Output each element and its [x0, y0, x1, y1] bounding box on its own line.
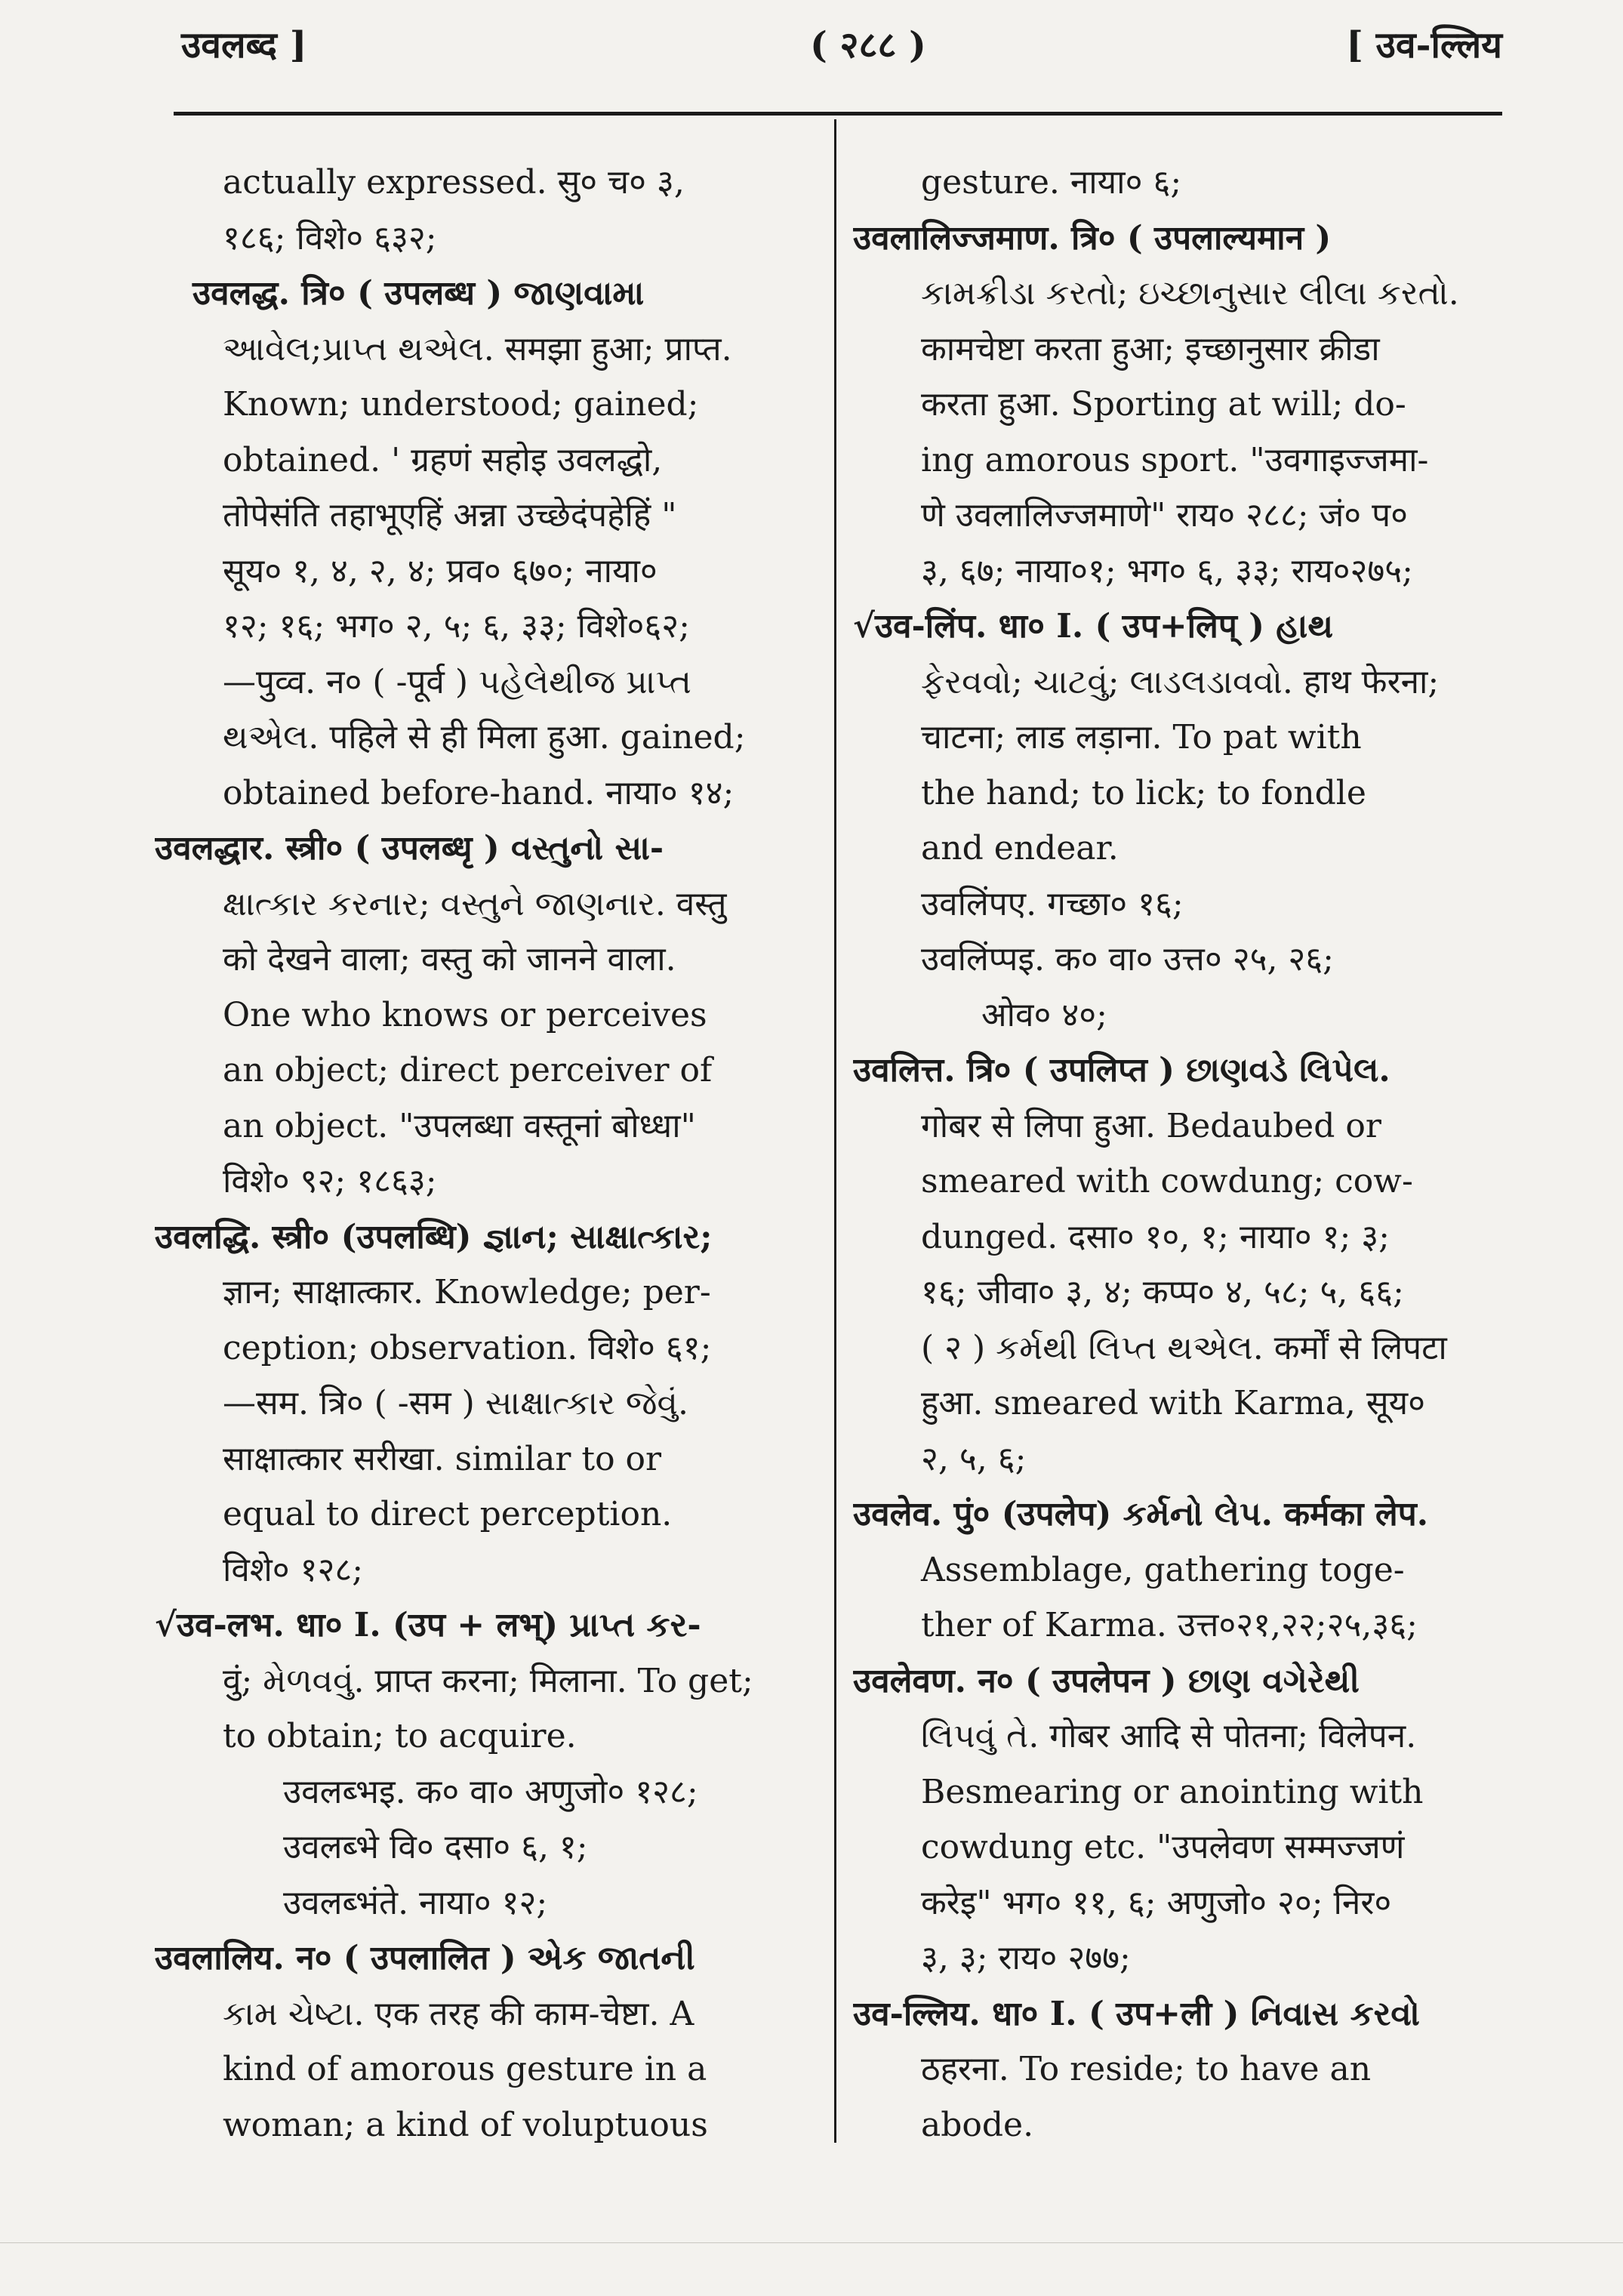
- dictionary-line: उवलालिज्जमाण. त्रि० ( उपलाल्यमान ): [853, 218, 1332, 257]
- dictionary-line: the hand; to lick; to fondle: [921, 773, 1366, 812]
- header-right-guide-word: [ उव-ल्लिय: [1346, 24, 1502, 66]
- dictionary-line: गोबर से लिपा हुआ. Bedaubed or: [921, 1106, 1381, 1145]
- dictionary-line: લિપવું તે. गोबर आदि से पोतना; विलेपन.: [921, 1717, 1417, 1755]
- dictionary-line: णे उवलालिज्जमाणे" राय० २८८; जं० प०: [921, 496, 1409, 535]
- dictionary-line: equal to direct perception.: [223, 1495, 673, 1533]
- dictionary-line: થએલ. पहिले से ही मिला हुआ. gained;: [223, 718, 746, 757]
- dictionary-line: kind of amorous gesture in a: [223, 2050, 707, 2088]
- right-column: [853, 155, 1487, 2153]
- dictionary-line: આવેલ;પ્રાપ્ત થએલ. समझा हुआ; प्राप्त.: [223, 329, 732, 368]
- dictionary-line: One who knows or perceives: [223, 995, 707, 1034]
- dictionary-line: चाटना; लाड लड़ाना. To pat with: [921, 718, 1362, 757]
- dictionary-line: वुं; મેળવવું. प्राप्त करना; मिलाना. To get;: [223, 1661, 753, 1700]
- dictionary-line: actually expressed. सु० च० ३,: [223, 163, 685, 202]
- dictionary-line: उवलेव. पुं० (उपलेप) કર્મનો લેપ. कर्मका लेप.: [853, 1495, 1429, 1533]
- dictionary-line: gesture. नाया० ६;: [921, 163, 1182, 202]
- dictionary-line: साक्षात्कार सरीखा. similar to or: [223, 1439, 662, 1478]
- dictionary-line: an object. "उपलब्धा वस्तूनां बोध्धा": [223, 1106, 696, 1145]
- dictionary-line: उवलिंपए. गच्छा० १६;: [921, 884, 1184, 923]
- dictionary-line: ther of Karma. उत्त०२१,२२;२५,३६;: [921, 1606, 1418, 1644]
- dictionary-line: √उव-लिंप. धा० I. ( उप+लिप् ) હાથ: [853, 607, 1334, 646]
- dictionary-line: ફેરવવો; ચાટવું; લાડલડાવવો. हाथ फेरना;: [921, 662, 1440, 701]
- dictionary-line: abode.: [921, 2105, 1034, 2144]
- header-rule: [174, 112, 1502, 116]
- dictionary-line: तोपेसंति तहाभूएहिं अन्ना उच्छेदंपहेहिं ": [223, 496, 677, 535]
- dictionary-line: કામક્રીડા કરતો; ઇચ્છાનુસાર લીલા કરતો.: [921, 274, 1459, 313]
- column-divider: [834, 119, 836, 2143]
- dictionary-line: ज्ञान; साक्षात्कार. Knowledge; per-: [223, 1273, 711, 1311]
- dictionary-line: ठहरना. To reside; to have an: [921, 2050, 1372, 2088]
- dictionary-line: —पुव्व. न० ( -पूर्व ) પહેલેથીજ પ્રાપ્ત: [223, 662, 691, 701]
- dictionary-line: ३, ३; राय० २७७;: [921, 1939, 1131, 1977]
- header-left-guide-word: उवलब्द ]: [181, 24, 307, 66]
- dictionary-line: an object; direct perceiver of: [223, 1051, 713, 1089]
- dictionary-line: १६; जीवा० ३, ४; कप्प० ४, ५८; ५, ६६;: [921, 1273, 1404, 1311]
- dictionary-line: उवलद्ध. त्रि० ( उपलब्ध ) જાણવામા: [192, 274, 645, 313]
- dictionary-line: २, ५, ६;: [921, 1439, 1027, 1478]
- dictionary-line: woman; a kind of voluptuous: [223, 2105, 708, 2144]
- dictionary-line: करता हुआ. Sporting at will; do-: [921, 385, 1406, 424]
- page-header: [174, 23, 1502, 98]
- dictionary-line: उवलालिय. न० ( उपलालित ) એક જાતની: [155, 1939, 695, 1977]
- dictionary-line: ing amorous sport. "उवगाइज्जमा-: [921, 440, 1429, 479]
- dictionary-line: ( २ ) કર્મથી લિપ્ત થએલ. कर्मों से लिपटा: [921, 1328, 1447, 1367]
- dictionary-line: and endear.: [921, 829, 1119, 868]
- page-number: ( २८८ ): [810, 24, 926, 66]
- dictionary-line: ception; observation. विशे० ६१;: [223, 1328, 712, 1367]
- dictionary-line: विशे० ९२; १८६३;: [223, 1162, 437, 1200]
- dictionary-line: ओव० ४०;: [981, 995, 1107, 1034]
- dictionary-line: obtained. ' ग्रहणं सहोइ उवलद्धो,: [223, 440, 663, 479]
- dictionary-line: उवलद्धार. स्त्री० ( उपलब्धृ ) વસ્તુનો સા-: [155, 829, 664, 868]
- dictionary-line: Assemblage, gathering toge-: [921, 1550, 1405, 1589]
- dictionary-line: to obtain; to acquire.: [223, 1717, 577, 1755]
- dictionary-line: करेइ" भग० ११, ६; अणुजो० २०; निर०: [921, 1883, 1392, 1922]
- dictionary-line: obtained before-hand. नाया० १४;: [223, 773, 735, 812]
- dictionary-line: ક્ષાત્કાર કરનાર; વસ્તુને જાણનાર. वस्तु: [223, 884, 727, 923]
- dictionary-line: —सम. त्रि० ( -सम ) સાક્ષાત્કાર જેવું.: [223, 1384, 688, 1422]
- dictionary-line: उवलब्भइ. क० वा० अणुजो० १२८;: [283, 1772, 698, 1811]
- left-column: [155, 155, 796, 2153]
- dictionary-line: કામ ચેષ્ટા. एक तरह की काम-चेष्टा. A: [223, 1994, 694, 2033]
- dictionary-line: १२; १६; भग० २, ५; ६, ३३; विशे०६२;: [223, 607, 690, 646]
- dictionary-line: हुआ. smeared with Karma, सूय०: [921, 1384, 1426, 1422]
- dictionary-line: कामचेष्टा करता हुआ; इच्छानुसार क्रीडा: [921, 329, 1380, 368]
- dictionary-line: ३, ६७; नाया०१; भग० ६, ३३; राय०२७५;: [921, 551, 1413, 590]
- dictionary-line: Besmearing or anointing with: [921, 1772, 1424, 1811]
- dictionary-line: १८६; विशे० ६३२;: [223, 218, 437, 257]
- dictionary-line: विशे० १२८;: [223, 1550, 364, 1589]
- dictionary-line: उवलब्भंते. नाया० १२;: [283, 1883, 548, 1922]
- dictionary-line: को देखने वाला; वस्तु को जानने वाला.: [223, 940, 676, 978]
- dictionary-line: उवलेवण. न० ( उपलेपन ) છાણ વગેરેથી: [853, 1661, 1360, 1700]
- dictionary-line: Known; understood; gained;: [223, 385, 699, 424]
- dictionary-line: उवलित्त. त्रि० ( उपलिप्त ) છાણવડે લિપેલ.: [853, 1051, 1390, 1089]
- dictionary-line: उवलिंप्पइ. क० वा० उत्त० २५, २६;: [921, 940, 1335, 978]
- dictionary-line: उव-ल्लिय. धा० I. ( उप+ली ) નિવાસ કરવો: [853, 1994, 1420, 2033]
- dictionary-line: सूय० १, ४, २, ४; प्रव० ६७०; नाया०: [223, 551, 658, 590]
- dictionary-line: cowdung etc. "उपलेवण सम्मज्जणं: [921, 1828, 1405, 1866]
- dictionary-line: √उव-लभ. धा० I. (उप + लभ्) પ્રાપ્ત કર-: [155, 1606, 701, 1644]
- bottom-edge-line: [0, 2242, 1623, 2243]
- dictionary-line: dunged. दसा० १०, १; नाया० १; ३;: [921, 1217, 1390, 1256]
- dictionary-line: उवलद्धि. स्त्री० (उपलब्धि) જ્ઞાન; સાક્ષાત્કાર;: [155, 1217, 713, 1256]
- dictionary-line: smeared with cowdung; cow-: [921, 1162, 1413, 1200]
- dictionary-line: उवलब्भे वि० दसा० ६, १;: [283, 1828, 588, 1866]
